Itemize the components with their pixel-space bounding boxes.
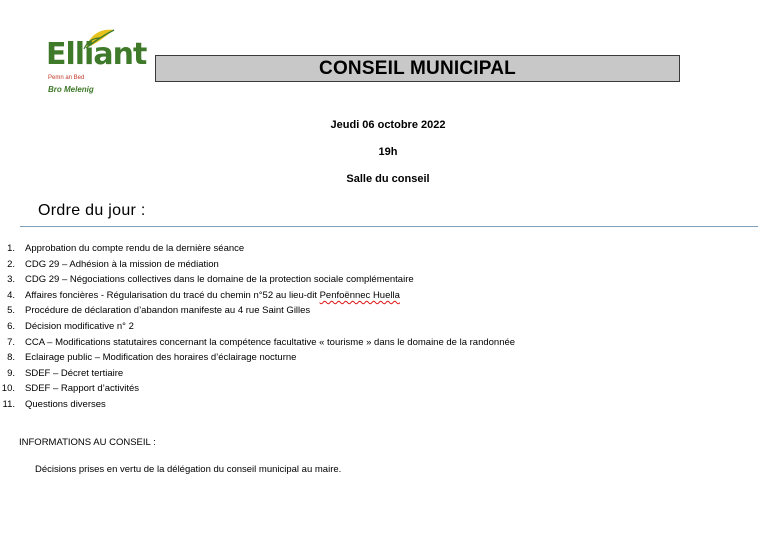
agenda-item-number: 3. <box>7 274 15 286</box>
agenda-item-text: Questions diverses <box>25 398 106 410</box>
agenda-item <box>0 335 515 351</box>
page-title: CONSEIL MUNICIPAL <box>319 57 516 79</box>
agenda-item-number: 8. <box>7 352 15 364</box>
meeting-place: Salle du conseil <box>346 173 430 185</box>
agenda-item-number: 4. <box>7 289 15 301</box>
logo-subtitle: Bro Melenig <box>48 85 94 94</box>
agenda-item-text-main: Affaires foncières - Régularisation du tracé du chemin n°52 au lieu-dit <box>25 289 320 301</box>
meeting-time: 19h <box>378 146 398 158</box>
agenda-item-text: CDG 29 – Adhésion à la mission de médiation <box>25 258 219 270</box>
agenda-item-text: Eclairage public – Modification des horaires d’éclairage nocturne <box>25 352 297 364</box>
agenda-item-number: 11. <box>2 398 15 410</box>
agenda-item <box>0 397 515 413</box>
agenda-heading: Ordre du jour : <box>38 202 146 219</box>
agenda-item <box>0 303 515 319</box>
agenda-item-number: 2. <box>7 258 15 270</box>
agenda-item <box>0 241 515 257</box>
agenda-item-text: Décision modificative n° 2 <box>25 320 134 332</box>
agenda-item <box>0 288 515 304</box>
agenda-item-number: 5. <box>7 305 15 317</box>
agenda-item-text: SDEF – Rapport d’activités <box>25 383 140 395</box>
agenda-item-text: CCA – Modifications statutaires concernant la compétence facultative « tourisme » dans le domaine de la randonnée <box>25 336 516 348</box>
agenda-item <box>0 319 515 335</box>
agenda-item <box>0 381 515 397</box>
agenda-item-text: Approbation du compte rendu de la dernière séance <box>25 243 245 254</box>
spellcheck-flagged-text: Penfoënnec Huella <box>319 289 400 301</box>
meeting-date: Jeudi 06 octobre 2022 <box>330 119 446 131</box>
agenda-item-text: Procédure de déclaration d’abandon manifeste au 4 rue Saint Gilles <box>25 305 311 317</box>
agenda-item <box>0 272 515 288</box>
agenda-item-number: 9. <box>7 367 15 379</box>
agenda-item <box>0 257 515 273</box>
agenda-item-text <box>25 288 400 304</box>
agenda-list <box>0 241 515 413</box>
logo-wordmark: Elliant <box>46 37 147 72</box>
agenda-item-number: 7. <box>7 336 15 348</box>
agenda-item-number: 1. <box>7 243 15 254</box>
agenda-item <box>0 350 515 366</box>
title-banner <box>155 55 680 82</box>
agenda-item-number: 6. <box>7 320 15 332</box>
elliant-logo <box>46 28 147 96</box>
agenda-item-text: CDG 29 – Négociations collectives dans le domaine de la protection sociale complémentaire <box>25 274 414 286</box>
informations-text: Décisions prises en vertu de la délégation du conseil municipal au maire. <box>35 464 342 475</box>
heading-divider <box>20 226 758 227</box>
agenda-item-text: SDEF – Décret tertiaire <box>25 367 124 379</box>
logo-tagline: Pemn an Bed <box>48 75 85 81</box>
informations-heading: INFORMATIONS AU CONSEIL : <box>19 437 156 448</box>
agenda-item-number: 10. <box>1 383 15 395</box>
agenda-item <box>0 366 515 382</box>
